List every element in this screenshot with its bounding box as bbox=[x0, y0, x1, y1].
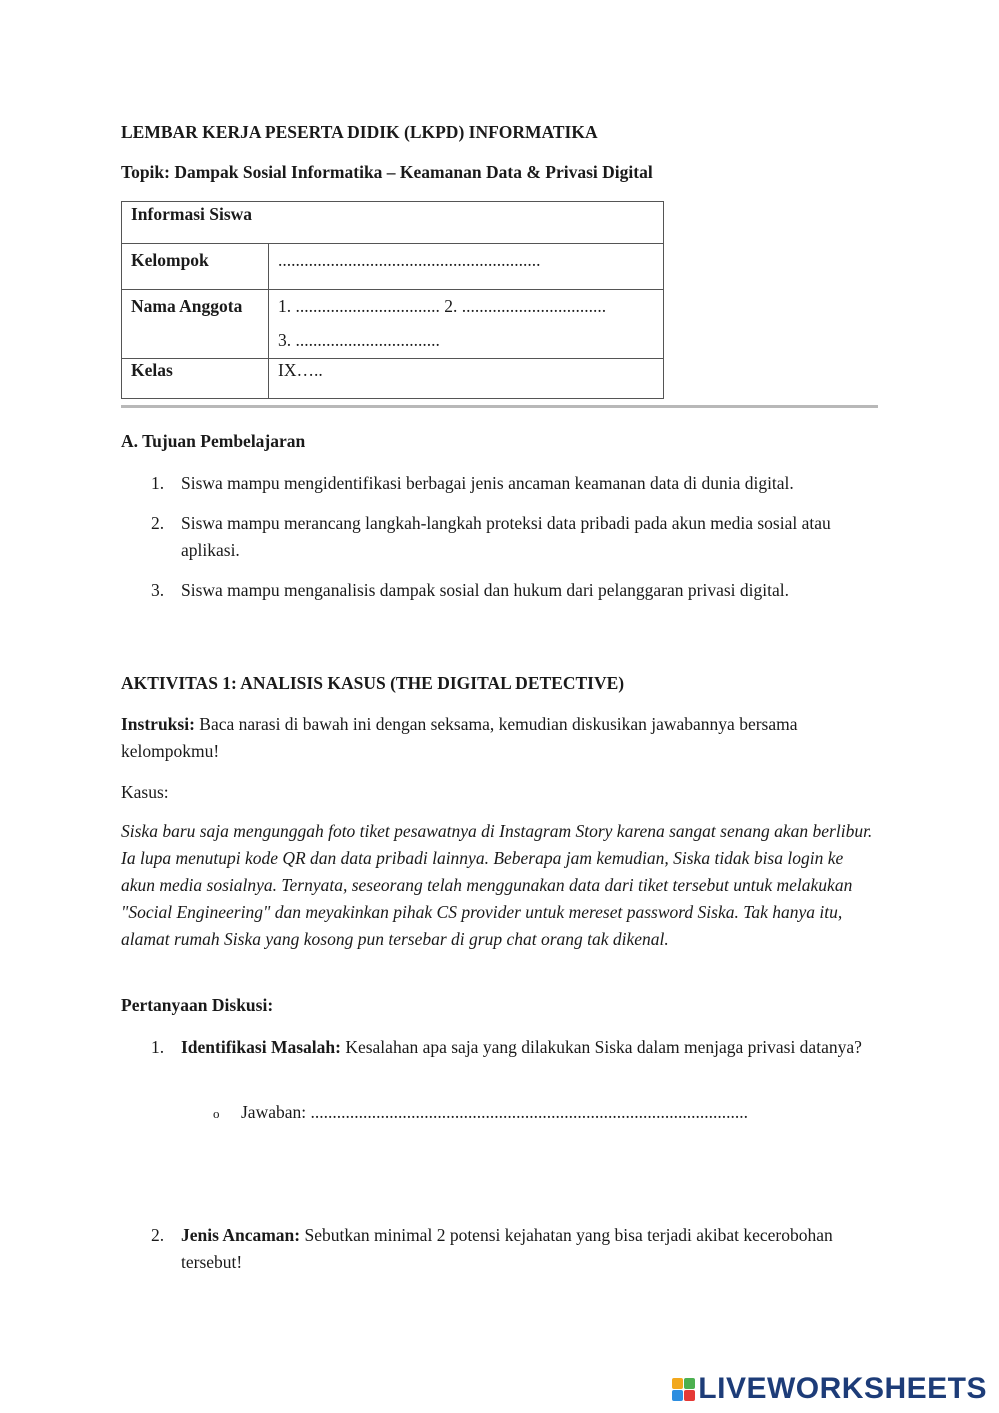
divider bbox=[121, 405, 878, 408]
objective-number: 3. bbox=[151, 580, 165, 600]
objective-item bbox=[121, 510, 881, 564]
question-number: 2. bbox=[151, 1225, 165, 1245]
student-info-table bbox=[121, 201, 664, 399]
logo-square-red bbox=[684, 1390, 695, 1401]
instruction-paragraph bbox=[121, 711, 881, 765]
answer-bullet-icon: o bbox=[213, 1106, 220, 1121]
objective-item bbox=[121, 577, 881, 604]
logo-square-blue bbox=[672, 1390, 683, 1401]
objective-text: Siswa mampu merancang langkah-langkah proteksi data pribadi pada akun media sosial atau aplikasi. bbox=[181, 513, 831, 560]
objective-item bbox=[121, 470, 881, 497]
topic-line: Topik: Dampak Sosial Informatika – Keamanan Data & Privasi Digital bbox=[121, 162, 653, 182]
question-number: 1. bbox=[151, 1037, 165, 1057]
liveworksheets-brand[interactable] bbox=[672, 1374, 987, 1404]
question-item bbox=[121, 1222, 881, 1276]
anggota-line-2[interactable]: 3. ................................. bbox=[278, 330, 440, 350]
question-text: Sebutkan minimal 2 potensi kejahatan yang bisa terjadi akibat kecerobohan tersebut! bbox=[181, 1225, 833, 1272]
instruction-text: Baca narasi di bawah ini dengan seksama, kemudian diskusikan jawabannya bersama kelompokmu! bbox=[121, 714, 798, 761]
kelas-label: Kelas bbox=[122, 359, 269, 399]
logo-square-green bbox=[684, 1378, 695, 1389]
answer-line[interactable] bbox=[213, 1102, 748, 1123]
section-a-heading: A. Tujuan Pembelajaran bbox=[121, 431, 306, 451]
liveworksheets-logo-icon bbox=[672, 1378, 695, 1401]
objectives-list bbox=[121, 470, 881, 604]
question-label: Identifikasi Masalah: bbox=[181, 1037, 341, 1057]
objective-number: 2. bbox=[151, 513, 165, 533]
nama-anggota-label: Nama Anggota bbox=[122, 290, 269, 359]
question-1 bbox=[121, 1034, 881, 1061]
answer-field[interactable]: Jawaban: .................................................................................................... bbox=[241, 1102, 748, 1122]
kelompok-label: Kelompok bbox=[122, 244, 269, 290]
question-2 bbox=[121, 1222, 881, 1276]
question-text: Kesalahan apa saja yang dilakukan Siska dalam menjaga privasi datanya? bbox=[340, 1037, 862, 1057]
questions-heading: Pertanyaan Diskusi: bbox=[121, 995, 274, 1015]
anggota-line-1[interactable]: 1. ................................. 2. ................................. bbox=[278, 296, 607, 316]
objective-number: 1. bbox=[151, 473, 165, 493]
nama-anggota-field[interactable] bbox=[269, 290, 664, 359]
case-label: Kasus: bbox=[121, 782, 169, 802]
brand-name: LIVEWORKSHEETS bbox=[698, 1372, 987, 1405]
question-label: Jenis Ancaman: bbox=[181, 1225, 301, 1245]
case-narrative: Siska baru saja mengunggah foto tiket pesawatnya di Instagram Story karena sangat senang akan berlibur. Ia lupa menutupi kode QR dan data pribadi lainnya. Beberapa jam kemudian, Siska tidak bisa login ke akun media sosialnya. Ternyata, seseorang telah menggunakan data dari tiket tersebut untuk melakukan "Social Engineering" dan meyakinkan pihak CS provider untuk mereset password Siska. Tak hanya itu, alamat rumah Siska yang kosong pun tersebar di grup chat orang tak dikenal. bbox=[121, 821, 873, 949]
page-title: LEMBAR KERJA PESERTA DIDIK (LKPD) INFORMATIKA bbox=[121, 122, 598, 142]
objective-text: Siswa mampu menganalisis dampak sosial dan hukum dari pelanggaran privasi digital. bbox=[181, 580, 789, 600]
kelompok-field[interactable]: ............................................................ bbox=[269, 244, 664, 290]
question-item bbox=[121, 1034, 881, 1061]
instruction-label: Instruksi: bbox=[121, 714, 195, 734]
objective-text: Siswa mampu mengidentifikasi berbagai jenis ancaman keamanan data di dunia digital. bbox=[181, 473, 794, 493]
student-info-header: Informasi Siswa bbox=[122, 202, 664, 244]
activity-heading: AKTIVITAS 1: ANALISIS KASUS (THE DIGITAL DETECTIVE) bbox=[121, 673, 625, 693]
kelas-field[interactable]: IX….. bbox=[269, 359, 664, 399]
logo-square-orange bbox=[672, 1378, 683, 1389]
